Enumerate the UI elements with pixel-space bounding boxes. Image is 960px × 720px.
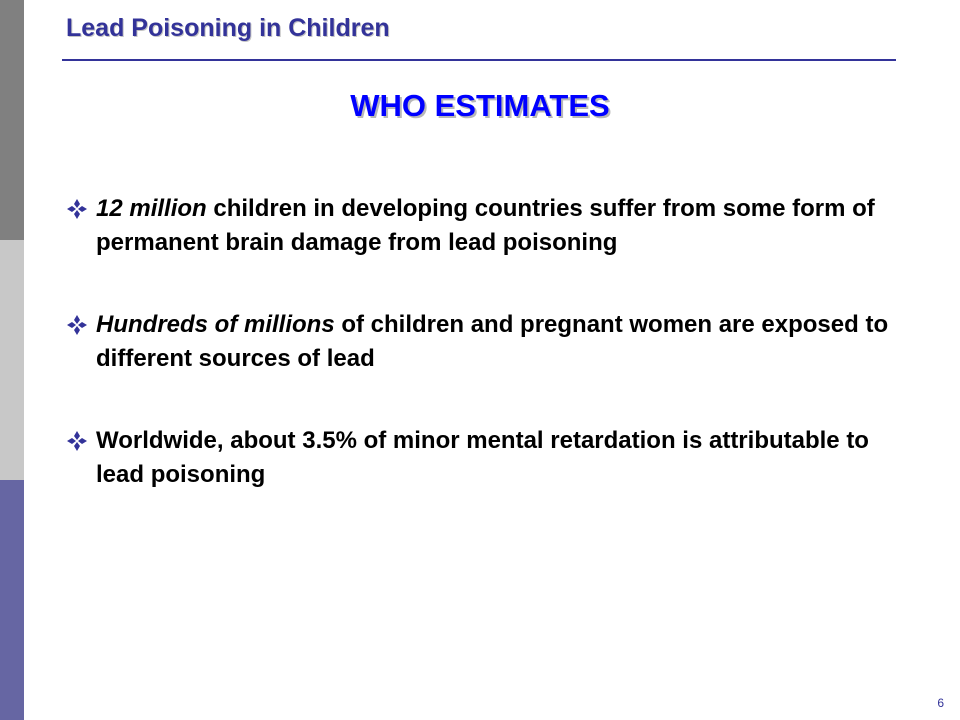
bullet-text: children in developing countries suffer from some form of permanent brain damage from lead poisoning bbox=[96, 195, 875, 256]
left-bar-bottom bbox=[0, 480, 24, 720]
diamond-bullet-icon bbox=[66, 198, 88, 220]
left-bar-middle bbox=[0, 240, 24, 480]
slide-title: WHO ESTIMATES bbox=[350, 88, 610, 123]
bullet-item bbox=[62, 192, 922, 260]
header-divider bbox=[62, 59, 896, 61]
diamond-bullet-icon bbox=[66, 314, 88, 336]
bullet-list bbox=[62, 192, 922, 492]
bullet-item bbox=[62, 308, 922, 376]
bullet-text: of children and pregnant women are exposed to different sources of lead bbox=[96, 311, 889, 372]
bullet-text: Worldwide, about 3.5% of minor mental retardation is attributable to lead poisoning bbox=[96, 427, 869, 488]
page-number: 6 bbox=[937, 696, 944, 710]
bullet-emphasis: 12 million bbox=[96, 195, 207, 222]
diamond-bullet-icon bbox=[66, 430, 88, 452]
header-title: Lead Poisoning in Children bbox=[66, 14, 390, 42]
bullet-emphasis: Hundreds of millions bbox=[96, 311, 335, 338]
bullet-item bbox=[62, 424, 922, 492]
